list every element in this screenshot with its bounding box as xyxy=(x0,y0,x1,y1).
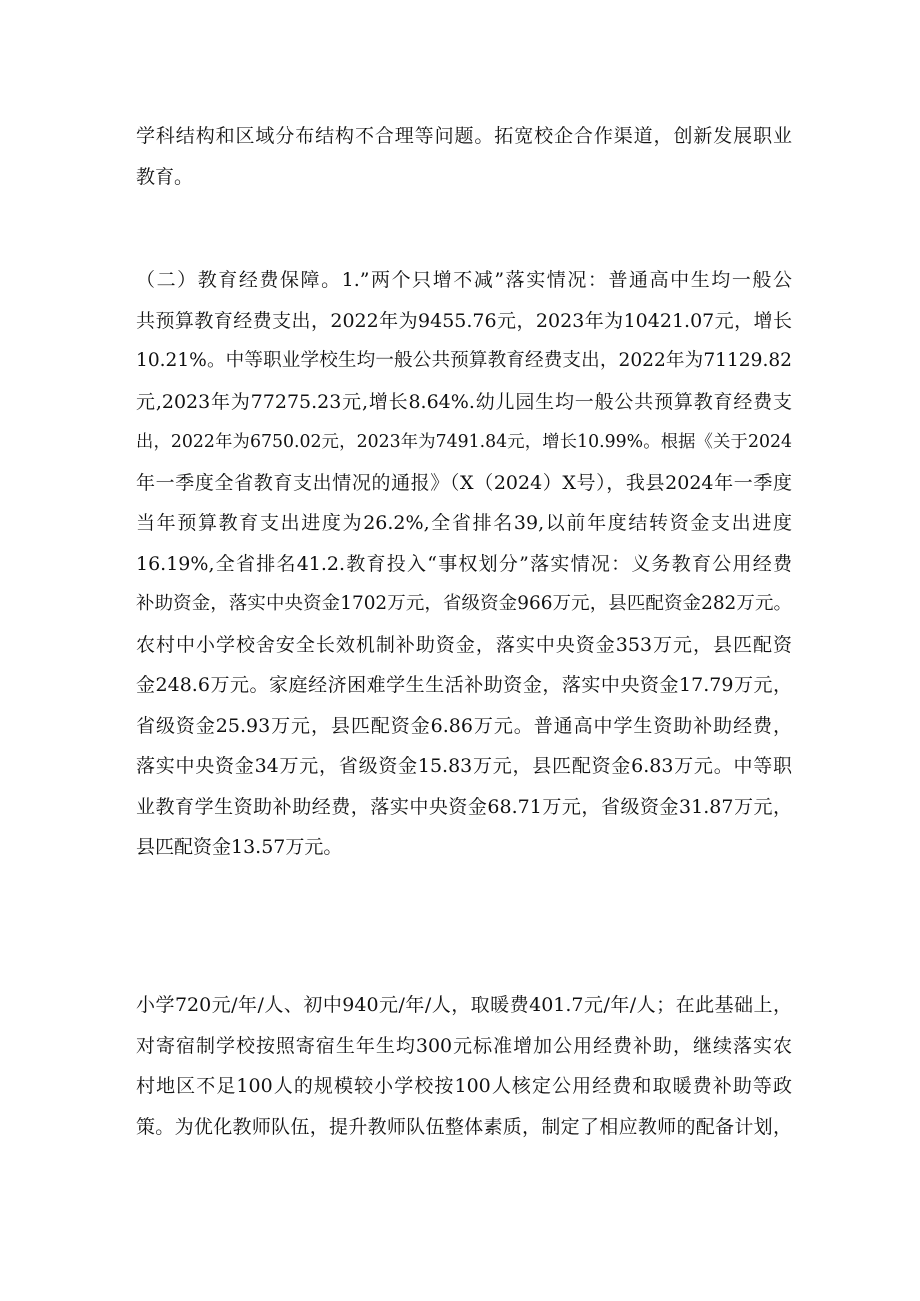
text-line: 当年预算教育支出进度为26.2%,全省排名39,以前年度结转资金支出进度 xyxy=(136,512,792,534)
text-line: 金248.6万元。家庭经济困难学生生活补助资金，落实中央资金17.79万元， xyxy=(136,674,792,696)
text-line: 县匹配资金13.57万元。 xyxy=(136,836,343,858)
text-line: 落实中央资金34万元，省级资金15.83万元，县匹配资金6.83万元。中等职 xyxy=(136,755,792,777)
text-line: 学科结构和区域分布结构不合理等问题。拓宽校企合作渠道，创新发展职业 xyxy=(136,125,792,147)
text-line: 年一季度全省教育支出情况的通报》（X（2024）X号），我县2024年一季度 xyxy=(136,471,792,494)
text-line: 业教育学生资助补助经费，落实中央资金68.71万元，省级资金31.87万元， xyxy=(136,795,792,818)
paragraph-education-funding xyxy=(136,260,792,868)
text-line: 教育。 xyxy=(136,165,194,188)
text-line: 16.19%,全省排名41.2.教育投入“事权划分”落实情况：义务教育公用经费 xyxy=(136,552,792,575)
text-line: 小学720元/年/人、初中940元/年/人，取暖费401.7元/年/人；在此基础上， xyxy=(136,994,792,1016)
text-line: 对寄宿制学校按照寄宿生年生均300元标准增加公用经费补助，继续落实农 xyxy=(136,1034,792,1057)
text-line: 补助资金，落实中央资金1702万元，省级资金966万元，县匹配资金282万元。 xyxy=(136,593,792,614)
text-line: 元,2023年为77275.23元,增长8.64%.幼儿园生均一般公共预算教育经费支 xyxy=(136,390,792,413)
text-line: 共预算教育经费支出，2022年为9455.76元，2023年为10421.07元，增长 xyxy=(136,309,792,332)
text-line: （二）教育经费保障。1.”两个只增不减”落实情况：普通高中生均一般公 xyxy=(136,269,792,291)
text-line: 10.21%。中等职业学校生均一般公共预算教育经费支出，2022年为71129.82 xyxy=(136,350,792,371)
text-line: 省级资金25.93万元，县匹配资金6.86万元。普通高中学生资助补助经费， xyxy=(136,714,792,737)
text-line: 策。为优化教师队伍，提升教师队伍整体素质，制定了相应教师的配备计划， xyxy=(136,1115,792,1138)
paragraph-public-funds-standard xyxy=(136,985,792,1147)
text-line: 村地区不足100人的规模较小学校按100人核定公用经费和取暖费补助等政 xyxy=(136,1075,792,1097)
text-line: 农村中小学校舍安全长效机制补助资金，落实中央资金353万元，县匹配资 xyxy=(136,633,792,656)
paragraph-vocational-education xyxy=(136,116,792,197)
text-line: 出，2022年为6750.02元，2023年为7491.84元，增长10.99%。根据《关于2024 xyxy=(136,432,792,452)
